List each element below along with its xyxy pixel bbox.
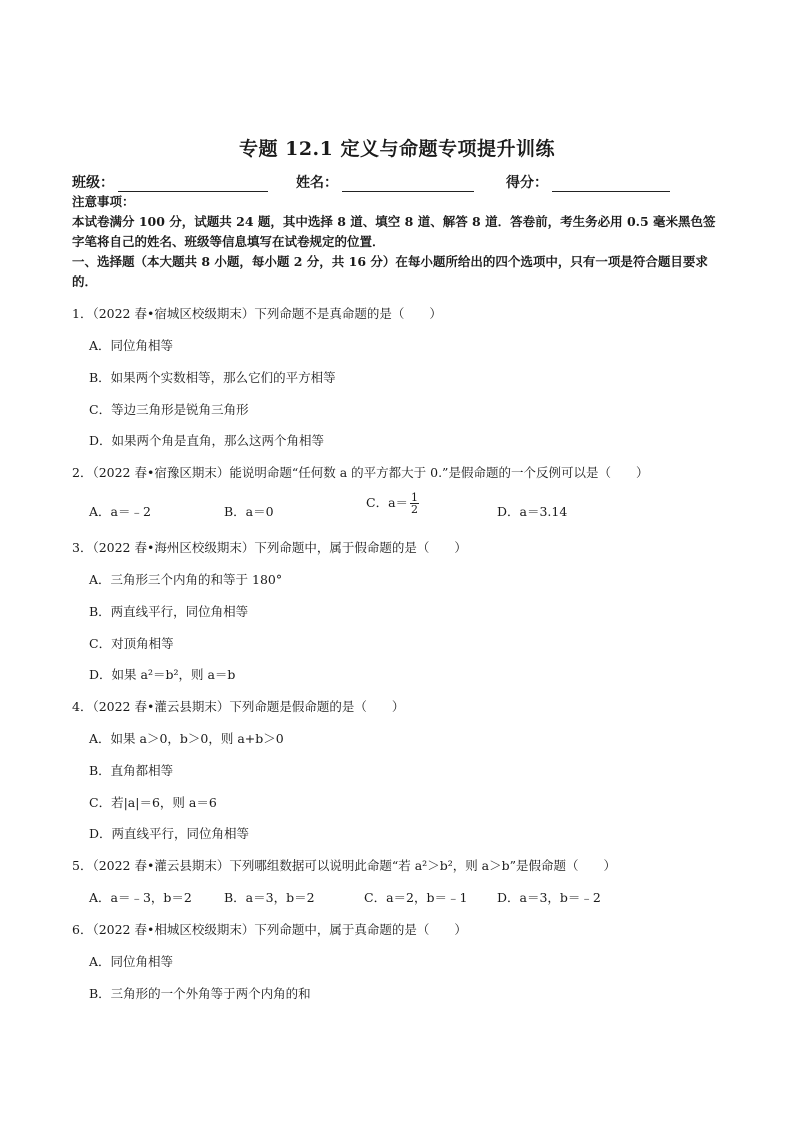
name-blank[interactable]: [342, 177, 474, 192]
question-6-stem: 6．（2022 春•相城区校级期末）下列命题中，属于真命题的是（ ）: [72, 922, 467, 937]
question-4-option-b[interactable]: B．直角都相等: [89, 763, 174, 778]
notice-body: 本试卷满分 100 分，试题共 24 题，其中选择 8 道、填空 8 道、解答 8 道．答卷前，考生务必用 0.5 毫米黑色签字笔将自己的姓名、班级等信息填写在试卷规定的位置．: [72, 214, 716, 249]
fraction-numerator: 1: [411, 491, 419, 504]
question-2-option-a[interactable]: A．a＝﹣2: [89, 504, 151, 519]
one-half-fraction: [410, 492, 419, 515]
name-field: [296, 172, 474, 192]
question-5-stem: 5．（2022 春•灌云县期末）下列哪组数据可以说明此命题“若 a²＞b²，则 a＞b”是假命题（ ）: [72, 858, 617, 873]
question-6-option-a[interactable]: A．同位角相等: [89, 954, 174, 969]
question-4-option-d[interactable]: D．两直线平行，同位角相等: [89, 826, 250, 841]
fraction-denominator: 2: [411, 503, 419, 516]
question-3-option-b[interactable]: B．两直线平行，同位角相等: [89, 604, 249, 619]
class-field: [72, 172, 268, 192]
question-4-option-c[interactable]: C．若|a|＝6，则 a＝6: [89, 795, 217, 810]
question-5-option-c[interactable]: C．a＝2，b＝﹣1: [364, 890, 468, 905]
question-3-option-d[interactable]: D．如果 a²＝b²，则 a＝b: [89, 667, 236, 682]
score-label: 得分：: [506, 175, 548, 191]
question-5-option-b[interactable]: B．a＝3，b＝2: [224, 890, 315, 905]
question-3-stem: 3．（2022 春•海州区校级期末）下列命题中，属于假命题的是（ ）: [72, 540, 467, 555]
question-2-option-c-label: C．a＝: [366, 495, 409, 510]
score-blank[interactable]: [552, 177, 670, 192]
question-1-option-b[interactable]: B．如果两个实数相等，那么它们的平方相等: [89, 370, 336, 385]
question-1-option-a[interactable]: A．同位角相等: [89, 338, 174, 353]
question-3-option-c[interactable]: C．对顶角相等: [89, 636, 174, 651]
section-heading: 一、选择题（本大题共 8 小题，每小题 2 分，共 16 分）在每小题所给出的四个选项中，只有一项是符合题目要求的．: [72, 254, 708, 289]
question-2-option-b[interactable]: B．a＝0: [224, 504, 274, 519]
class-label: 班级：: [72, 175, 114, 191]
page-title: 专题 12.1 定义与命题专项提升训练: [238, 138, 555, 160]
score-field: [506, 172, 670, 192]
question-1-option-d[interactable]: D．如果两个角是直角，那么这两个角相等: [89, 433, 325, 448]
question-3-option-a[interactable]: A．三角形三个内角的和等于 180°: [89, 572, 283, 587]
question-2-option-d[interactable]: D．a＝3.14: [497, 504, 568, 519]
question-1-option-c[interactable]: C．等边三角形是锐角三角形: [89, 402, 249, 417]
notice-heading: 注意事项：: [72, 194, 135, 209]
name-label: 姓名：: [296, 175, 338, 191]
question-1-stem: 1．（2022 春•宿城区校级期末）下列命题不是真命题的是（ ）: [72, 306, 442, 321]
question-2-option-c[interactable]: [366, 492, 419, 515]
question-6-option-b[interactable]: B．三角形的一个外角等于两个内角的和: [89, 986, 311, 1001]
question-2-stem: 2．（2022 春•宿豫区期末）能说明命题“任何数 a 的平方都大于 0.”是假命题的一个反例可以是（ ）: [72, 465, 649, 480]
question-5-option-d[interactable]: D．a＝3，b＝﹣2: [497, 890, 601, 905]
question-5-option-a[interactable]: A．a＝﹣3，b＝2: [89, 890, 192, 905]
question-4-stem: 4．（2022 春•灌云县期末）下列命题是假命题的是（ ）: [72, 699, 405, 714]
student-info-row: [72, 172, 722, 194]
question-4-option-a[interactable]: A．如果 a＞0，b＞0，则 a+b＞0: [89, 731, 284, 746]
class-blank[interactable]: [118, 177, 268, 192]
